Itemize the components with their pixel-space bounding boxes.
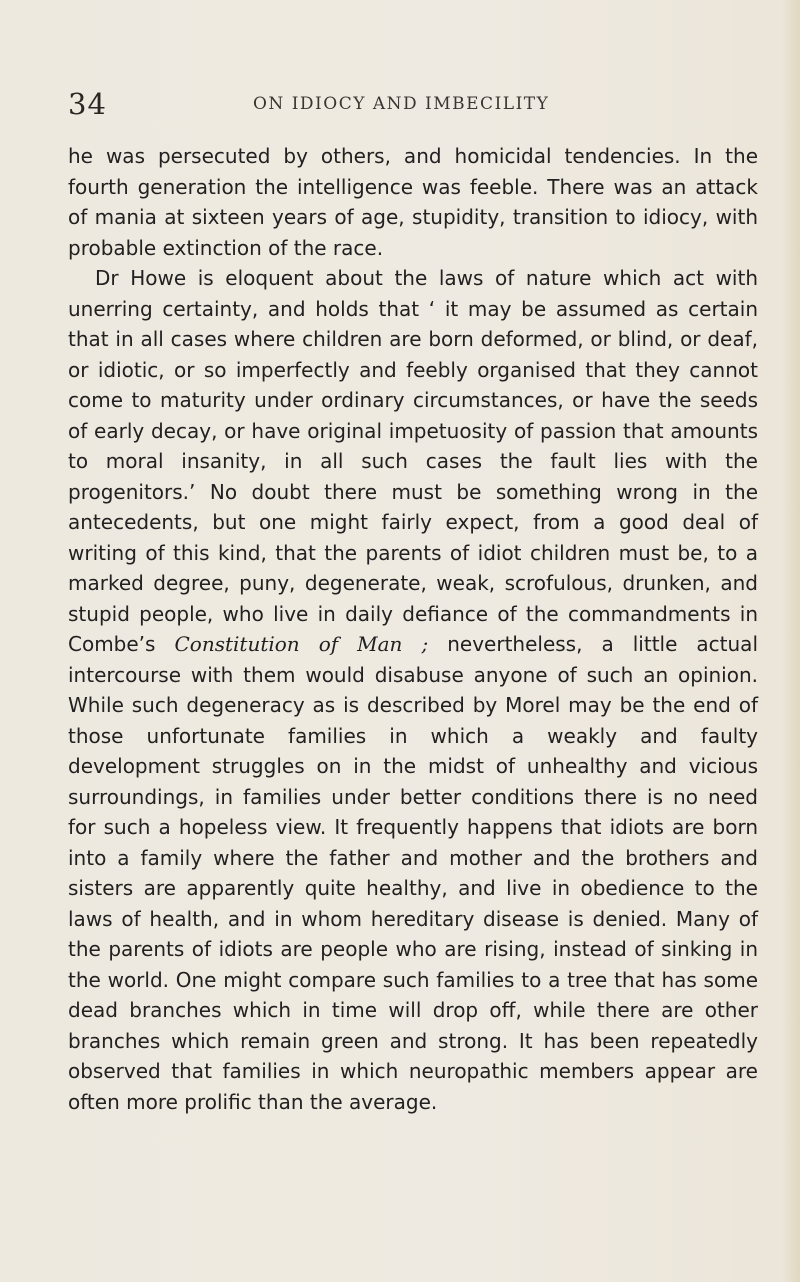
running-title: ON IDIOCY AND IMBECILITY	[253, 94, 550, 114]
page-edge-shadow	[782, 0, 800, 1282]
paragraph-continued: he was persecuted by others, and homicidal tendencies. In the fourth generation the intelligence was feeble. There was an attack of mania at sixteen years of age, stupidity, transition to idiocy, with probable extinction of the race.	[68, 144, 758, 260]
book-title-italic: Constitution of Man ;	[174, 632, 429, 656]
paragraph-howe	[68, 263, 758, 1117]
body-text	[68, 141, 758, 1117]
page-number: 34	[68, 87, 107, 121]
paragraph-text-start: Dr Howe is eloquent about the laws of nature which act with unerring certainty, and holds that ‘ it may be assumed as certain that in all cases where children are born deformed, or blind, or deaf, or idiotic, or so imperfectly and feebly organised that they cannot come to maturity under ordinary circumstances, or have the seeds of early decay, or have original impetuosity of passion that amounts to moral insanity, in all such cases the fault lies with the progenitors.’ No doubt there must be something wrong in the antecedents, but one might fairly expect, from a good deal of writing of this kind, that the parents of idiot children must be, to a marked degree, puny, degenerate, weak, scrofulous, drunken, and stupid people, who live in daily defiance of the commandments in Combe’s	[68, 266, 758, 656]
paragraph-text-end: nevertheless, a little actual intercourse with them would disabuse anyone of such an opinion. While such degeneracy as is described by Morel may be the end of those unfortunate families in which a weakly and faulty development struggles on in the midst of unhealthy and vicious surroundings, in families under better conditions there is no need for such a hopeless view. It frequently happens that idiots are born into a family where the father and mother and the brothers and sisters are apparently quite healthy, and live in obedience to the laws of health, and in whom hereditary disease is denied. Many of the parents of idiots are people who are rising, instead of sinking in the world. One might compare such families to a tree that has some dead branches which in time will drop off, while there are other branches which remain green and strong. It has been repeatedly observed that families in which neuropathic members appear are often more prolific than the average.	[68, 632, 758, 1114]
page-header	[68, 84, 758, 124]
